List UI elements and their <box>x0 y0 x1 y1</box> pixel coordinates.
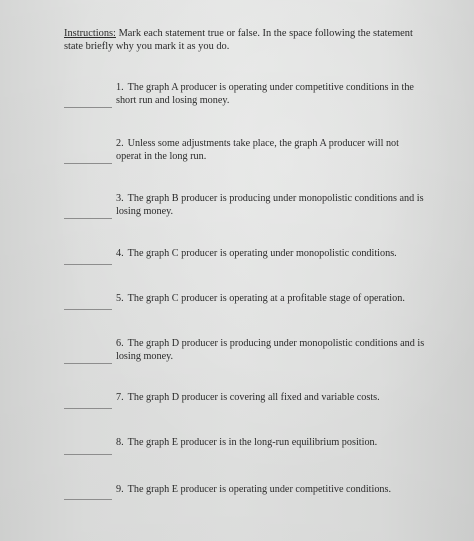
instructions-text: Mark each statement true or false. In the space following the statement state briefly why you mark it as you do. <box>64 28 413 52</box>
answer-blank-3[interactable] <box>64 218 112 219</box>
answer-blank-8[interactable] <box>64 454 112 455</box>
answer-blank-4[interactable] <box>64 264 112 265</box>
answer-blank-2[interactable] <box>64 163 112 164</box>
instructions-label: Instructions: <box>64 28 116 39</box>
answer-blank-9[interactable] <box>64 499 112 500</box>
statement-text-9: 9. The graph E producer is operating under competitive conditions. <box>116 484 392 495</box>
statement-text-3: 3. The graph B producer is producing under monopolistic conditions and is losing money. <box>116 193 424 217</box>
statement-text-6: 6. The graph D producer is producing under monopolistic conditions and is losing money. <box>116 338 425 362</box>
statement-text-5: 5. The graph C producer is operating at a profitable stage of operation. <box>116 293 405 304</box>
statement-text-2: 2. Unless some adjustments take place, the graph A producer will not operat in the long run. <box>116 138 399 162</box>
instructions <box>64 27 424 53</box>
statement-text-7: 7. The graph D producer is covering all fixed and variable costs. <box>116 392 380 403</box>
statement-text-4: 4. The graph C producer is operating under monopolistic conditions. <box>116 248 397 259</box>
statement-text-1: 1. The graph A producer is operating under competitive conditions in the short run and losing money. <box>116 82 414 106</box>
answer-blank-7[interactable] <box>64 408 112 409</box>
answer-blank-1[interactable] <box>64 107 112 108</box>
answer-blank-5[interactable] <box>64 309 112 310</box>
answer-blank-6[interactable] <box>64 363 112 364</box>
statement-text-8: 8. The graph E producer is in the long-run equilibrium position. <box>116 437 378 448</box>
